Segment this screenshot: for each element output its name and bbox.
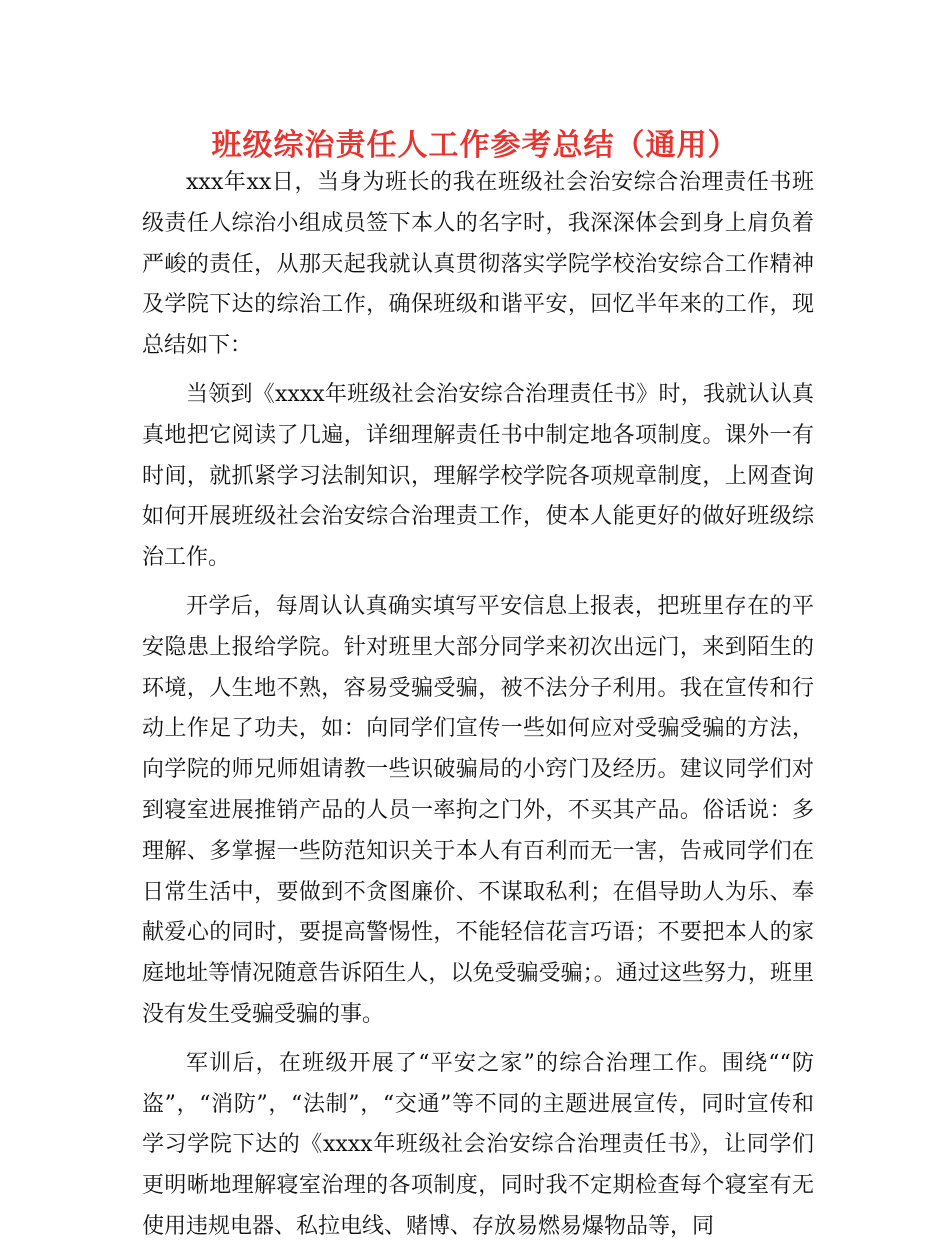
document-title: 班级综治责任人工作参考总结（通用） xyxy=(211,128,739,163)
paragraph-1: xxx年xx日，当身为班长的我在班级社会治安综合治理责任书班级责任人综治小组成员签下本人的名字时，我深深体会到身上肩负着严峻的责任，从那天起我就认真贯彻落实学院学校治安综合工作精神及学院下达的综治工作，确保班级和谐平安，回忆半年来的工作，现总结如下： xyxy=(142,170,814,359)
paragraph-4: 军训后，在班级开展了“平安之家”的综合治理工作。围绕““防盗”，“消防”，“法制”，“交通”等不同的主题进展宣传，同时宣传和学习学院下达的《xxxx年班级社会治安综合治理责任书》，让同学们更明晰地理解寝室治理的各项制度，同时我不定期检查每个寝室有无使用违规电器、私拉电线、赌博、存放易燃易爆物品等，同 xyxy=(142,1050,814,1239)
document-body xyxy=(142,163,814,1256)
paragraph-2: 当领到《xxxx年班级社会治安综合治理责任书》时，我就认认真真地把它阅读了几遍，详细理解责任书中制定地各项制度。课外一有时间，就抓紧学习法制知识，理解学校学院各项规章制度，上网查询如何开展班级社会治安综合治理责工作，使本人能更好的做好班级综治工作。 xyxy=(142,381,814,571)
paragraph-3: 开学后，每周认认真确实填写平安信息上报表，把班里存在的平安隐患上报给学院。针对班里大部分同学来初次出远门，来到陌生的环境，人生地不熟，容易受骗受骗，被不法分子利用。我在宣传和行动上作足了功夫，如：向同学们宣传一些如何应对受骗受骗的方法，向学院的师兄师姐请教一些识破骗局的小窍门及经历。建议同学们对到寝室进展推销产品的人员一率拘之门外，不买其产品。俗话说：多理解、多掌握一些防范知识关于本人有百利而无一害，告戒同学们在日常生活中，要做到不贪图廉价、不谋取私利；在倡导助人为乐、奉献爱心的同时，要提高警惕性，不能轻信花言巧语；不要把本人的家庭地址等情况随意告诉陌生人，以免受骗受骗；。通过这些努力，班里没有发生受骗受骗的事。 xyxy=(142,593,814,1027)
